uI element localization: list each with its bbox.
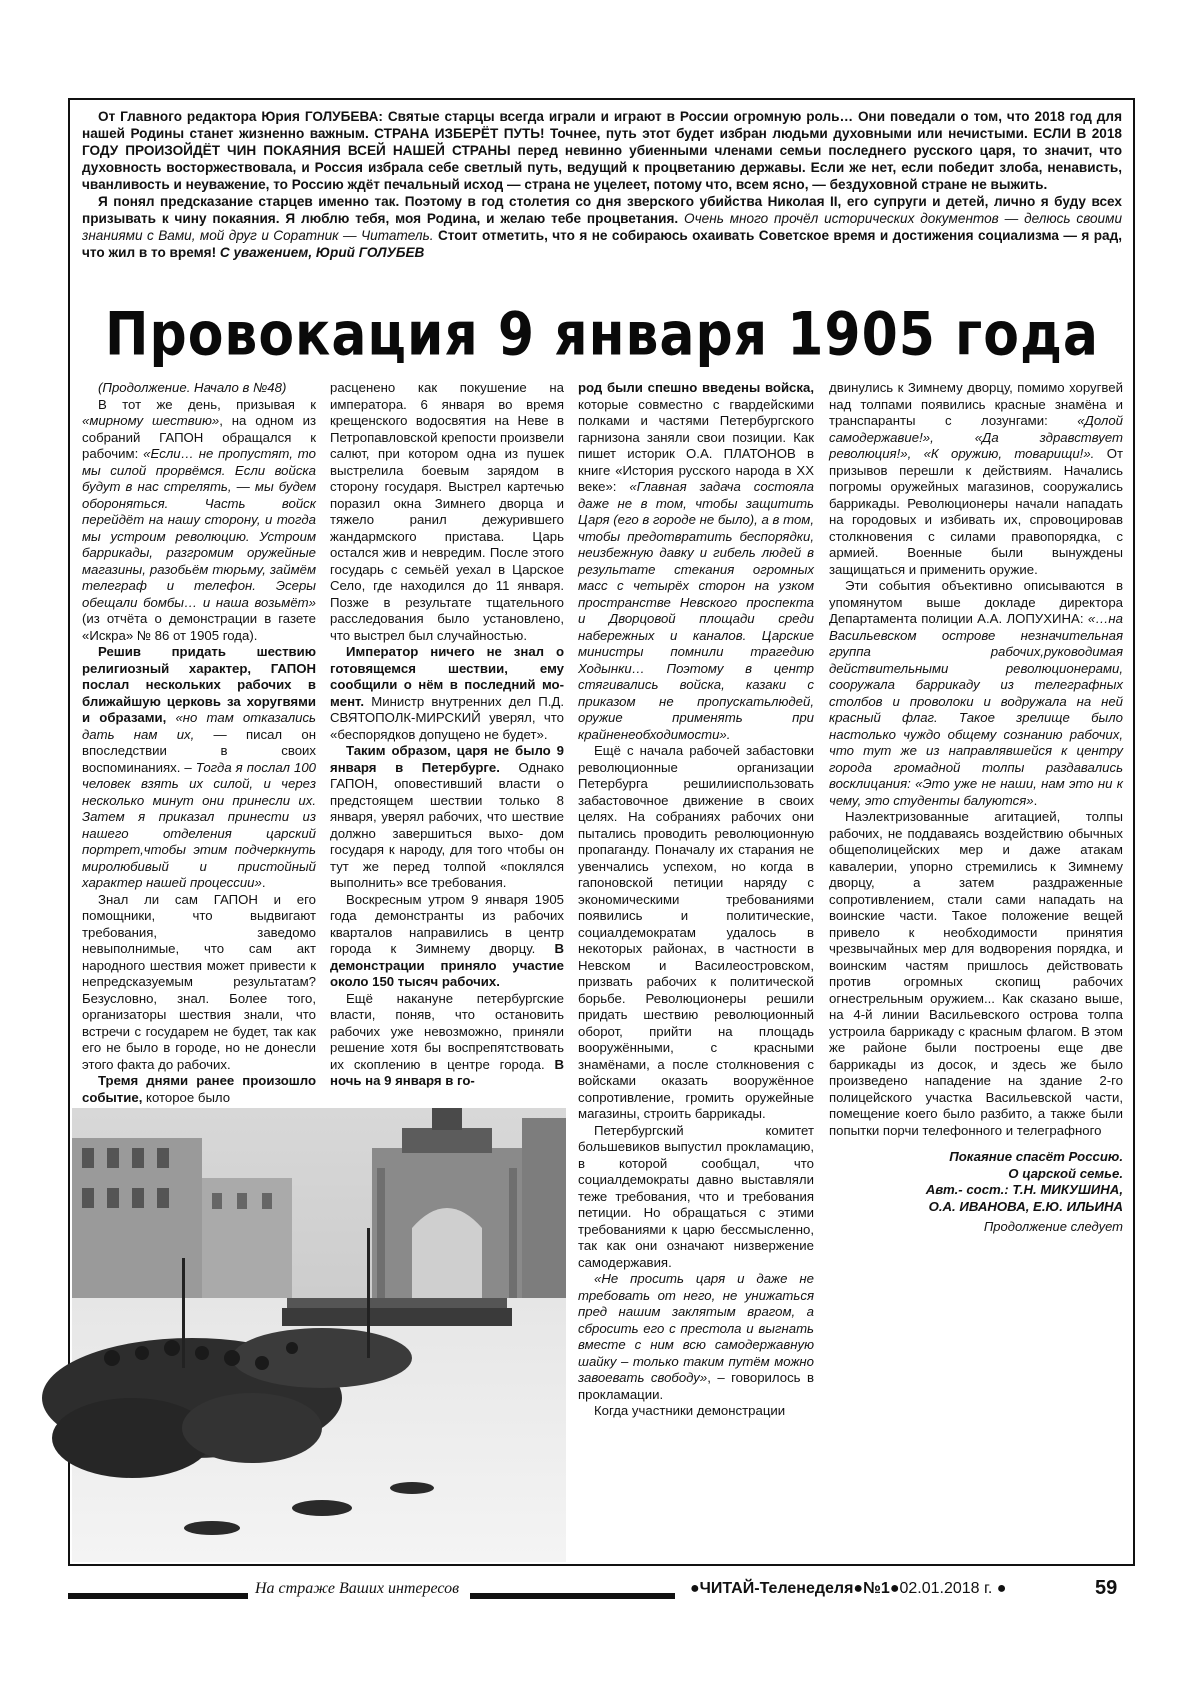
paragraph: В тот же день, призывая к «мирному шествию», на одном из собраний ГАПОН обращался к рабочим: «Если… не пропустят, то мы силой прорвёмся. Если войска будут в нас стрелять, — мы будем обороняться. Часть войск перейдёт на нашу сторону, и тогда мы устроим революцию. Устроим баррикады, разгромим оружейные магазины, разобьём тюрьму, займём телеграф и телефон. Эсеры обещали бомбы… и наша возьмёт» (из отчёта о демонстрации в газете «Искра» № 86 от 1905 года). [82,396,317,643]
paragraph: двинулись к Зимнему дворцу, помимо хоругвей над толпами появились красные знамёна и транспаранты с лозунгами: «Долой самодержавие!», «Да здравствует революция!», «К оружию, товарищи!». От призывов перешли к действиям. Начались погромы оружейных магазинов, сооружались баррикады. Революционеры начали нападать на городовых и избивать их, спровоцировав столкновения с силами правопорядка, с армией. Военные были вынуждены защищаться и применить оружие. [829,380,1123,577]
footer-publication: ●ЧИТАЙ-Теленеделя●№1●02.01.2018 г. ● [690,1580,1007,1597]
paragraph: Воскресным утром 9 января 1905 года демонстранты из рабочих кварталов направились в центр города к Зимнему дворцу. В демонстрации приняло участие около 150 тысяч рабочих. [330,891,564,989]
historical-illustration [72,1108,566,1562]
page-number: 59 [1095,1577,1118,1599]
paragraph: Ещё накануне петербургские власти, поняв, что остановить рабочих уже невозможно, приняли решение хотя бы воспрепятствовать их скоплению в центре города. В ночь на 9 января в го- [330,990,564,1088]
footer-rule-right [470,1593,675,1599]
paragraph: Император ничего не знал о готовящемся шествии, ему сообщили о нём в последний мо- мент. Министр внутренних дел П.Д. СВЯТОПОЛК-МИРСКИЙ уверял, что «беспорядков допущено не будет». [330,644,564,742]
footer-motto: На страже Ваших интересов [255,1580,460,1597]
paragraph: Ещё с начала рабочей забастовки революционные организации Петербурга решилииспользовать забастовочное движение в своих целях. На собраниях рабочих они пытались проводить революционную пропаганду. Поначалу их старания не увенчались успехом, но когда в гапоновской петиции наряду с экономическими требованиями появились и политические, социалдемократам удалось в некоторых районах, в частности в Невском и Василеостровском, призвать рабочих к политической борьбе. Революционеры решили придать шествию революционный оборот, прийти на площадь вооружёнными, с красными знамёнами, а после столкновения с войсками оказать вооружённое сопротивление, громить оружейные магазины, строить баррикады. [578,743,814,1121]
paragraph: «Не просить царя и даже не требовать от него, не унижаться пред нашим заклятым врагом, а сбросить его с престола и выгнать вместе с ним всю самодержавную шайку – только таким путём можно завоевать свободу», – говорилось в прокламации. [578,1271,814,1402]
paragraph: Когда участники демонстрации [594,1403,786,1418]
intro-paragraph-1: От Главного редактора Юрия ГОЛУБЕВА: Святые старцы всегда играли и играют в России огромную роль… Они поведали о том, что 2018 год для нашей Родины станет жизненно важным. СТРАНА ИЗБЕРЁТ ПУТЬ! Точнее, путь этот будет избран людьми духовными или нечистыми. ЕСЛИ В 2018 ГОДУ ПРОИЗОЙДЁТ ЧИН ПОКАЯНИЯ ВСЕЙ НАШЕЙ СТРАНЫ перед невинно убиенными членами семьи последнего русского царя, то значит, что духовность восторжествовала, и Россия избрала себе светлый путь, ведущий к процветанию державы. Если же нет, если победит злоба, ненависть, чванливость и неуважение, то Россию ждёт печальный исход — страна не уцелеет, потому что, всем ясно, — бездуховной стране не выжить. [82,109,1122,192]
column-4 [829,380,1123,1540]
paragraph: род были спешно введены войска, которые совместно с гвардейскими полками и частями Петербургского гарнизона заняли свои позиции. Как пишет историк О.А. ПЛАТОНОВ в книге «История русского народа в ХХ веке»: «Главная задача состояла даже не в том, чтобы защитить Царя (его в городе не было), а в том, чтобы предотвратить беспорядки, неизбежную давку и гибель людей в результате стекания огромных масс с четырёх сторон на узком пространстве Невского проспекта и Дворцовой площади среди набережных и каналов. Царские министры помнили трагедию Ходынки… Поэтому в центр стягивались войска, казаки с приказом не пропускатьлюдей, оружие применять при крайненеобходимости». [578,380,815,742]
footer-rule-left [68,1593,248,1599]
signature-line: О царской семье. [1008,1165,1123,1181]
paragraph: Тремя днями ранее произошло событие, которое было [82,1073,316,1105]
paragraph: Петербургский комитет большевиков выпустил прокламацию, в которой сообщал, что социалдемократы давно выставляли теже требования, что и требования петиции. Но обращаться с этими требованиями к царю бессмысленно, так как они означают низвержение самодержавия. [578,1122,814,1270]
paragraph: Знал ли сам ГАПОН и его помощники, что выдвигают требования, заведомо невыполнимые, что сам акт народного шествия может привести к непредсказуемым результатам? Безусловно, знал. Более того, организаторы шествия знали, что встречи с государем не будет, так как его не было в городе, но не донесли этого факта до рабочих. [82,891,316,1072]
paragraph: Решив придать шествию религиозный характер, ГАПОН послал нескольких рабочих в ближайшую церковь за хоругвями и образами, «но там отказались дать нам их, — писал он впоследствии в своих воспоминаниях. – Тогда я послал 100 человек взять их силой, и через несколько минут они принесли их. Затем я приказал принести из нашего отделения царский портрет,чтобы этим подчеркнуть миролюбивый и пристойный характер нашей процессии». [82,644,316,890]
continuation-note: (Продолжение. Начало в №48) [98,380,287,395]
paragraph: расценено как покушение на императора. 6 января во время крещенского водосвятия на Неве в Петропавловской крепости произвели салют, при котором одна из пушек выстрелила боевым зарядом в сторону государя. Выстрел картечью поразил окна Зимнего дворца и тяжело ранил дежурившего жандармского пристава. Царь остался жив и невредим. После этого государь с семьёй уехал в Царское Село, где находился до 11 января. Позже в результате тщательного расследования было установлено, что выстрел был случайностью. [330,380,564,643]
signature-block [829,1149,1123,1236]
column-2 [330,380,564,1088]
column-1 [82,380,317,1105]
editor-intro [82,108,1122,261]
signature-line: О.А. ИВАНОВА, Е.Ю. ИЛЬИНА [928,1198,1123,1214]
article-headline: Провокация 9 января 1905 года [104,300,1100,370]
continued-note: Продолжение следует [983,1219,1123,1234]
paragraph: Таким образом, царя не было 9 января в Петербурге. Однако ГАПОН, оповестивший власти о предстоящем шествии только 8 января, уверял рабочих, что шествие должно завершиться выхо- дом государя к народу, для того чтобы он тут же перед толпой «поклялся выполнить» все требования. [330,743,564,890]
column-3 [578,380,814,1550]
intro-paragraph-2: Я понял предсказание старцев именно так. Поэтому в год столетия со дня зверского убийства Николая II, его супруги и детей, лично я буду всех призывать к чину покаяния. Я люблю тебя, моя Родина, и желаю тебе процветания. Очень много прочёл исторических документов — делюсь своими знаниями с Вами, мой друг и Соратник — Читатель. Стоит отметить, что я не собираюсь охаивать Советское время и достижения социализма — я рад, что жил в то время! С уважением, Юрий ГОЛУБЕВ [82,194,1123,260]
signature-line: Авт.- сост.: Т.Н. МИКУШИНА, [925,1182,1123,1197]
paragraph: Наэлектризованные агитацией, толпы рабочих, не поддаваясь воздействию обычных общеполицейских мер и даже атакам кавалерии, упорно стремились к Зимнему дворцу, а затем раздраженные сопротивлением, стали сами нападать на воинские части. Такое положение вещей привело к необходимости принятия чрезвычайных мер для водворения порядка, и воинским частям пришлось действовать против огромных скопищ рабочих огнестрельным оружием... Как сказано выше, на 4-й линии Васильевского острова толпа устроила баррикаду с красным флагом. В этом же районе были построены еще две баррикады из досок, и здесь же было произведено нападение на здание 2-го полицейского участка Васильевской части, помещение коего было разбито, а также были попытки порчи телефонного и телеграфного [829,809,1123,1138]
signature-line: Покаяние спасёт Россию. [949,1149,1123,1164]
paragraph: Эти события объективно описываются в упомянутом выше докладе директора Департамента полиции А.А. ЛОПУХИНА: «…на Васильевском острове незначительная группа рабочих,руководимая действительными революционерами, сооружала баррикаду из телеграфных столбов и проволоки и водружала на ней красный флаг. Такое зрелище было настолько чуждо общему сознанию рабочих, что тут же из направлявшейся к центру города громадной толпы раздавались восклицания: «Это уже не наши, нам это ни к чему, это студенты балуются». [829,578,1123,808]
